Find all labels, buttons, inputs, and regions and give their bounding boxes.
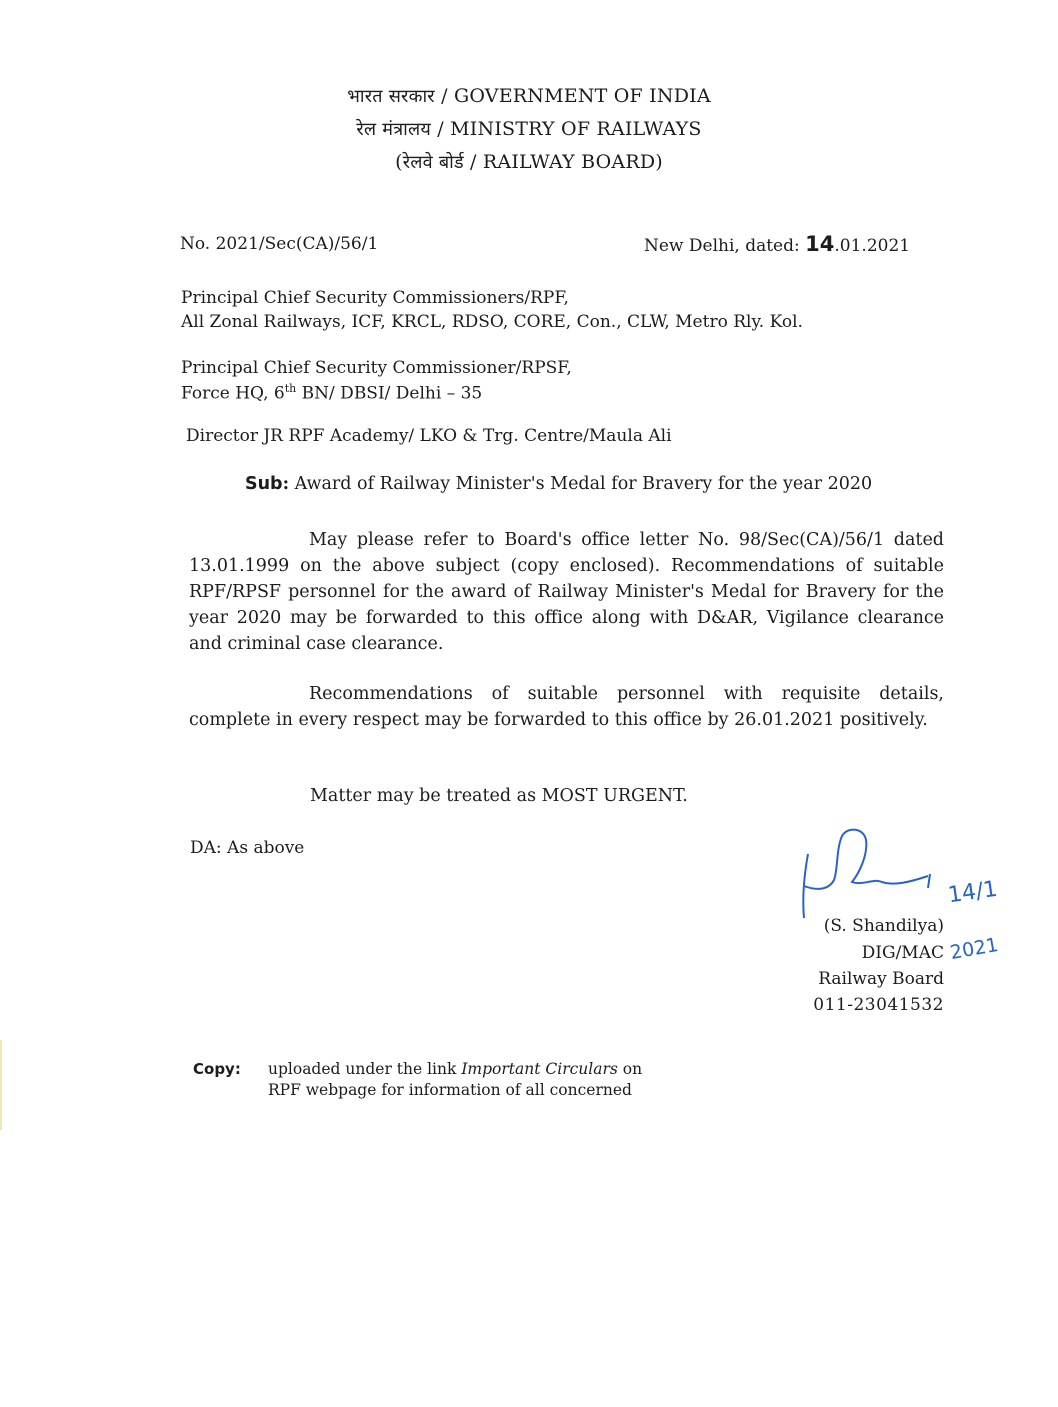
reference-number: No. 2021/Sec(CA)/56/1 xyxy=(180,234,379,254)
subject-label: Sub xyxy=(245,474,283,494)
subject-text: Award of Railway Minister's Medal for Bravery for the year 2020 xyxy=(294,474,873,494)
signatory-name: (S. Shandilya) xyxy=(823,916,944,936)
addressee-1-line-1: Principal Chief Security Commissioners/RPF, xyxy=(181,288,569,308)
signature-stroke-2 xyxy=(804,830,928,889)
header-english-1: GOVERNMENT OF INDIA xyxy=(453,85,711,107)
addressee-1-line-2: All Zonal Railways, ICF, KRCL, RDSO, CORE, Con., CLW, Metro Rly. Kol. xyxy=(181,312,803,332)
signatory-phone: 011-23041532 xyxy=(813,995,944,1015)
close-paren: ) xyxy=(655,151,663,173)
important-circulars-link: Important Circulars xyxy=(461,1060,618,1078)
addressee-3: Director JR RPF Academy/ LKO & Trg. Centre/Maula Ali xyxy=(186,426,672,446)
handwritten-date-1: 14/1 xyxy=(946,876,999,909)
signature-stroke-3 xyxy=(928,874,930,888)
header-hindi-3: रेलवे बोर्ड xyxy=(402,152,464,173)
subject-colon: : xyxy=(282,474,290,494)
signatory-designation: DIG/MAC xyxy=(861,943,944,963)
header-separator: / xyxy=(431,118,451,140)
header-line-3 xyxy=(0,150,1058,174)
header-line-1 xyxy=(0,84,1058,108)
addressee-2-line-2 xyxy=(181,382,482,404)
copy-label: Copy: xyxy=(193,1060,241,1078)
addressee-2-line-2-post: BN/ DBSI/ Delhi – 35 xyxy=(296,383,483,404)
header-hindi-1: भारत सरकार xyxy=(347,86,435,107)
header-english-2: MINISTRY OF RAILWAYS xyxy=(450,118,702,140)
copy-line-2: RPF webpage for information of all concerned xyxy=(268,1081,632,1099)
addressee-2-line-1: Principal Chief Security Commissioner/RPSF, xyxy=(181,358,572,378)
copy-line-1 xyxy=(268,1060,642,1078)
body-paragraph-3: Matter may be treated as MOST URGENT. xyxy=(310,786,688,806)
copy-text-post: on xyxy=(617,1060,643,1078)
header-separator: / xyxy=(463,151,483,173)
scan-edge-mark xyxy=(0,1040,2,1130)
reference-date xyxy=(644,232,910,256)
open-paren: ( xyxy=(395,151,403,173)
copy-text-pre: uploaded under the link xyxy=(268,1060,462,1078)
ordinal-suffix: th xyxy=(284,382,297,395)
header-line-2 xyxy=(0,117,1058,141)
header-hindi-2: रेल मंत्रालय xyxy=(356,119,432,140)
header-english-3: RAILWAY BOARD xyxy=(482,151,656,173)
handwritten-date-2: 2021 xyxy=(948,933,1000,965)
header-separator: / xyxy=(434,85,454,107)
date-day-handwritten: 14 xyxy=(805,232,835,256)
body-paragraph-2: Recommendations of suitable personnel with requisite details, complete in every respect may be forwarded to this office by 26.01.2021 positively. xyxy=(189,684,944,730)
addressee-2-line-2-pre: Force HQ, 6 xyxy=(181,383,285,404)
date-label: New Delhi, dated: xyxy=(644,236,800,256)
enclosure-note: DA: As above xyxy=(190,838,305,858)
signatory-office: Railway Board xyxy=(818,969,944,989)
date-rest: .01.2021 xyxy=(834,236,911,256)
body-paragraph-1: May please refer to Board's office letter No. 98/Sec(CA)/56/1 dated 13.01.1999 on the above subject (copy enclosed). Recommendations of suitable RPF/RPSF personnel for the award of Railway Minister's Medal for Bravery for the year 2020 may be forwarded to this office along with D&AR, Vigilance clearance and criminal case clearance. xyxy=(189,530,944,654)
subject-line xyxy=(245,474,872,494)
